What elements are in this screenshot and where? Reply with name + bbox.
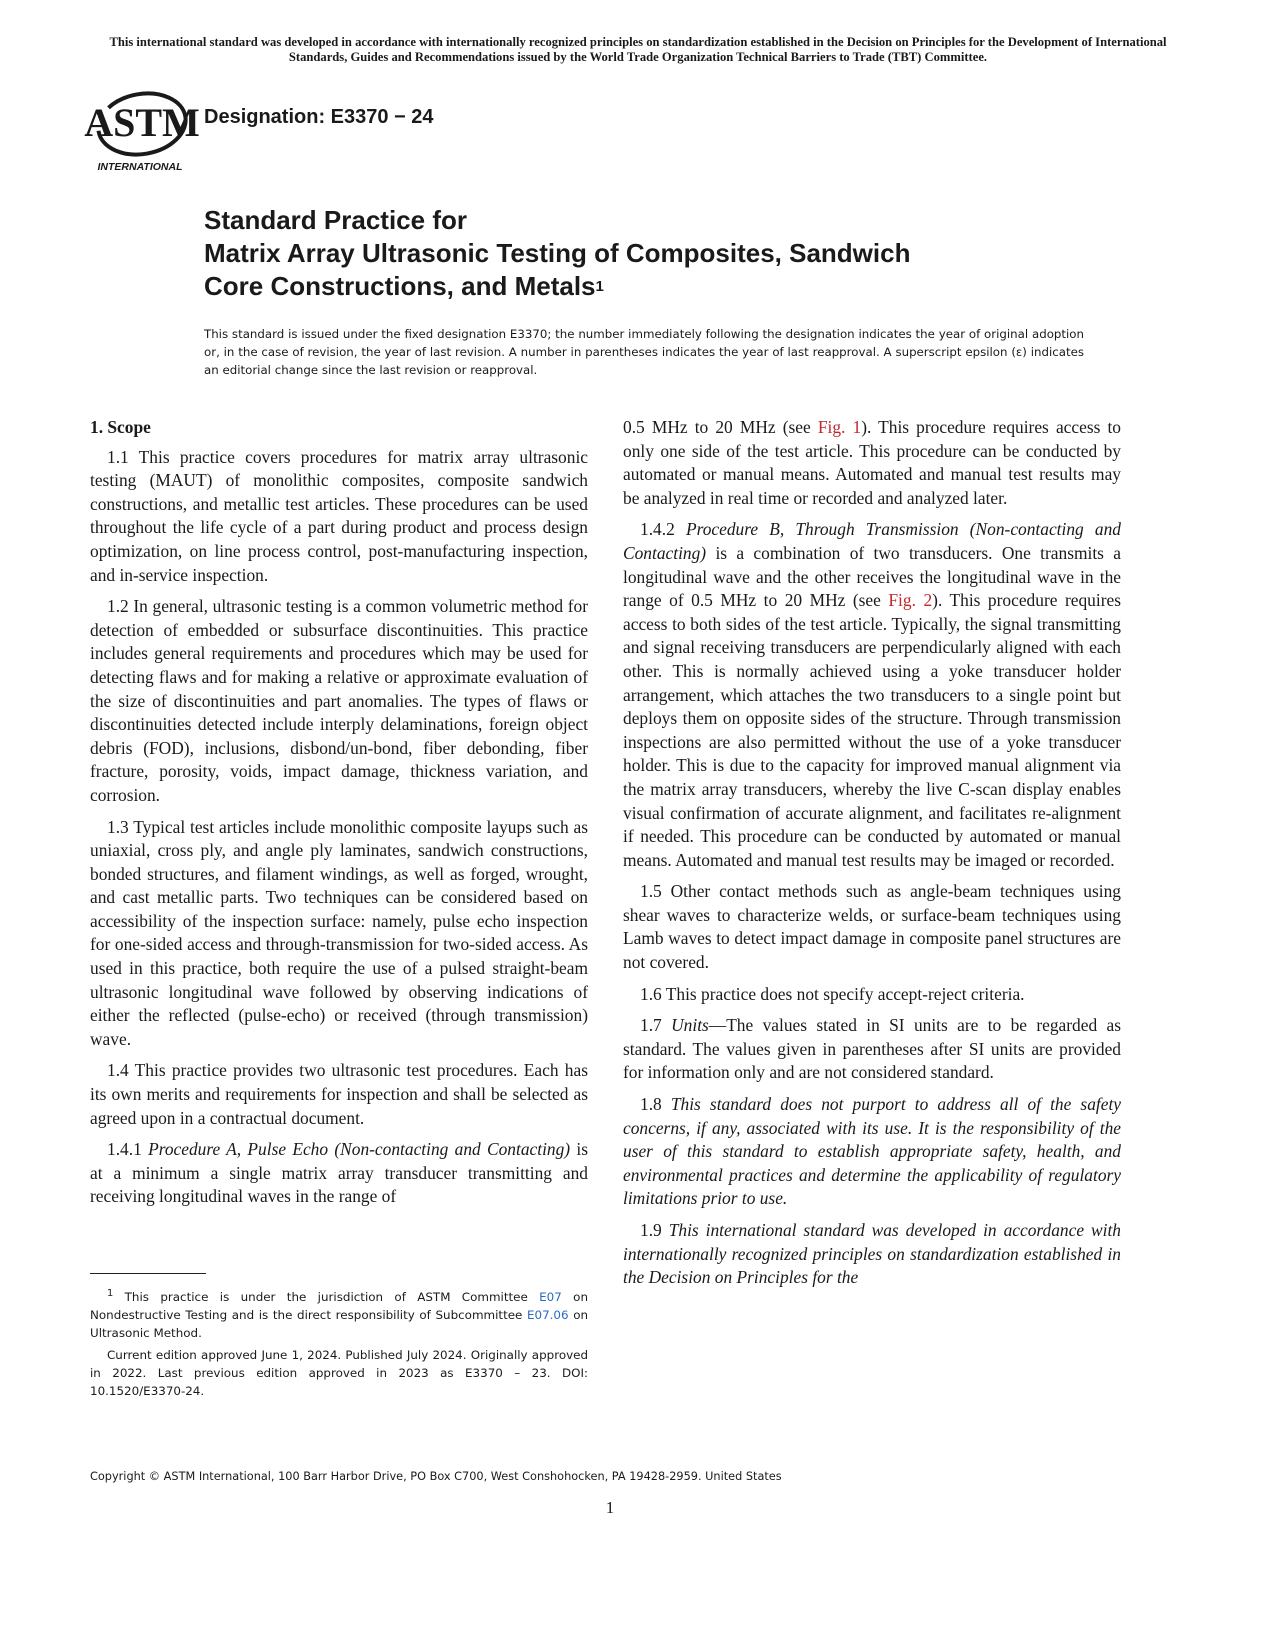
logo-subtitle: INTERNATIONAL — [97, 161, 183, 173]
section-heading-scope: 1. Scope — [90, 417, 151, 437]
logo-letters: ASTM — [84, 100, 200, 145]
left-column — [90, 416, 588, 1217]
paragraph-1-9: 1.9 This international standard was developed in accordance with internationally recognized principles on standardization established in the Decision on Principles for the — [623, 1220, 1121, 1288]
paragraph-1-2: 1.2 In general, ultrasonic testing is a common volumetric method for detection of embedded or subsurface discontinuities. This practice includes general requirements and procedures which may be used for detecting flaws and for making a relative or approximate evaluation of the size of discontinuities and part anomalies. The types of flaws or discontinuities detected include interply delaminations, foreign object debris (FOD), inclusions, disbond/un-bond, fiber debonding, fiber fracture, porosity, voids, impact damage, thickness variation, and corrosion. — [90, 596, 588, 805]
title-footnote-mark: 1 — [595, 278, 604, 295]
tbt-notice: This international standard was developed in accordance with internationally recognized principles on standardization established in the Decision on Principles for the Development of International Standards, Guides and Recommendations issued by the World Trade Organization Technical Barriers to Trade (TBT) Committee. — [109, 35, 1167, 64]
paragraph-1-3: 1.3 Typical test articles include monolithic composite layups such as uniaxial, cross ply, and angle ply laminates, sandwich constructions, bonded structures, and filament windings, as well as forged, wrought, and cast metallic parts. Two techniques can be considered based on accessibility of the inspection surface: namely, pulse echo inspection for one-sided access and through-transmission for two-sided access. As used in this practice, both require the use of a pulsed straight-beam ultrasonic longitudinal wave followed by observing indications of either the reflected (pulse-echo) or received (through transmission) wave. — [90, 816, 588, 1049]
paragraph-1-4-1: 1.4.1 Procedure A, Pulse Echo (Non-contacting and Contacting) is at a minimum a single matrix array transducer transmitting and receiving longitudinal waves in the range of — [90, 1139, 588, 1207]
footnote-edition: Current edition approved June 1, 2024. Published July 2024. Originally approved in 2022. Last previous edition approved in 2023 as E3370 – 23. DOI: 10.1520/E3370-24. — [90, 1347, 588, 1398]
footnote-divider — [90, 1273, 206, 1274]
astm-logo — [84, 86, 200, 173]
document-title — [204, 204, 1184, 303]
footnotes — [90, 1285, 588, 1404]
title-line-1: Standard Practice for — [204, 205, 467, 235]
committee-e07-link[interactable]: E07 — [539, 1289, 562, 1304]
fig-1-link[interactable]: Fig. 1 — [817, 417, 862, 437]
paragraph-1-4-2: 1.4.2 Procedure B, Through Transmission (Non-contacting and Contacting) is a combination of two transducers. One transmits a longitudinal wave and the other receives the longitudinal wave in the range of 0.5 MHz to 20 MHz (see Fig. 2). This procedure requires access to both sides of the test article. Typically, the signal transmitting and signal receiving transducers are perpendicularly aligned with each other. This is normally achieved using a yoke transducer holder arrangement, which attaches the two transducers to a single point but deploys them on opposite sides of the structure. Through transmission inspections are also permitted without the use of a yoke transducer holder. This is due to the capacity for improved manual alignment via the matrix array transducers, whereby the live C-scan display enables visual confirmation of accurate alignment, and facilitates re-alignment if needed. This procedure can be conducted by automated or manual means. Automated and manual test results may be imaged or recorded. — [623, 519, 1121, 870]
subcommittee-e07-06-link[interactable]: E07.06 — [527, 1307, 569, 1322]
designation: Designation: E3370 − 24 — [204, 106, 434, 128]
right-column — [623, 416, 1121, 1290]
paragraph-1-4-1-continued: 0.5 MHz to 20 MHz (see Fig. 1). This procedure requires access to only one side of the test article. This procedure can be conducted by automated or manual means. Automated and manual test results may be analyzed in real time or recorded and analyzed later. — [623, 417, 1121, 508]
title-line-3: Core Constructions, and Metals$^1$ — [204, 271, 604, 301]
fig-2-link[interactable]: Fig. 2 — [888, 590, 933, 611]
page-number: 1 — [605, 1498, 615, 1517]
copyright-line: Copyright © ASTM International, 100 Barr Harbor Drive, PO Box C700, West Conshohocken, PA 19428-2959. United States — [90, 1470, 782, 1483]
paragraph-1-8: 1.8 This standard does not purport to address all of the safety concerns, if any, associated with its use. It is the responsibility of the user of this standard to establish appropriate safety, health, and environmental practices and determine the applicability of regulatory limitations prior to use. — [623, 1094, 1121, 1209]
footnote-1: $^1$ This practice is under the jurisdiction of ASTM Committee E07 on Nondestructive Testing and is the direct responsibility of Subcommittee E07.06 on Ultrasonic Method. — [90, 1288, 588, 1340]
paragraph-1-5: 1.5 Other contact methods such as angle-beam techniques using shear waves to characterize welds, or surface-beam techniques using Lamb waves to detect impact damage in composite panel structures are not covered. — [623, 881, 1121, 973]
paragraph-1-4: 1.4 This practice provides two ultrasonic test procedures. Each has its own merits and requirements for inspection and shall be selected as agreed upon in a contractual document. — [90, 1060, 588, 1128]
issuance-statement: This standard is issued under the fixed designation E3370; the number immediately following the designation indicates the year of original adoption or, in the case of revision, the year of last revision. A number in parentheses indicates the year of last reapproval. A superscript epsilon (ε) indicates an editorial change since the last revision or reapproval. — [204, 327, 1084, 377]
paragraph-1-7: 1.7 Units—The values stated in SI units are to be regarded as standard. The values given in parentheses after SI units are provided for information only and are not considered standard. — [623, 1015, 1121, 1083]
paragraph-1-1: 1.1 This practice covers procedures for matrix array ultrasonic testing (MAUT) of monolithic composites, composite sandwich constructions, and metallic test articles. These procedures can be used throughout the life cycle of a part during product and process design optimization, on line process control, post-manufacturing inspection, and in-service inspection. — [90, 446, 588, 585]
paragraph-1-6: 1.6 This practice does not specify accept-reject criteria. — [640, 983, 1025, 1004]
title-line-2: Matrix Array Ultrasonic Testing of Composites, Sandwich — [204, 238, 911, 268]
